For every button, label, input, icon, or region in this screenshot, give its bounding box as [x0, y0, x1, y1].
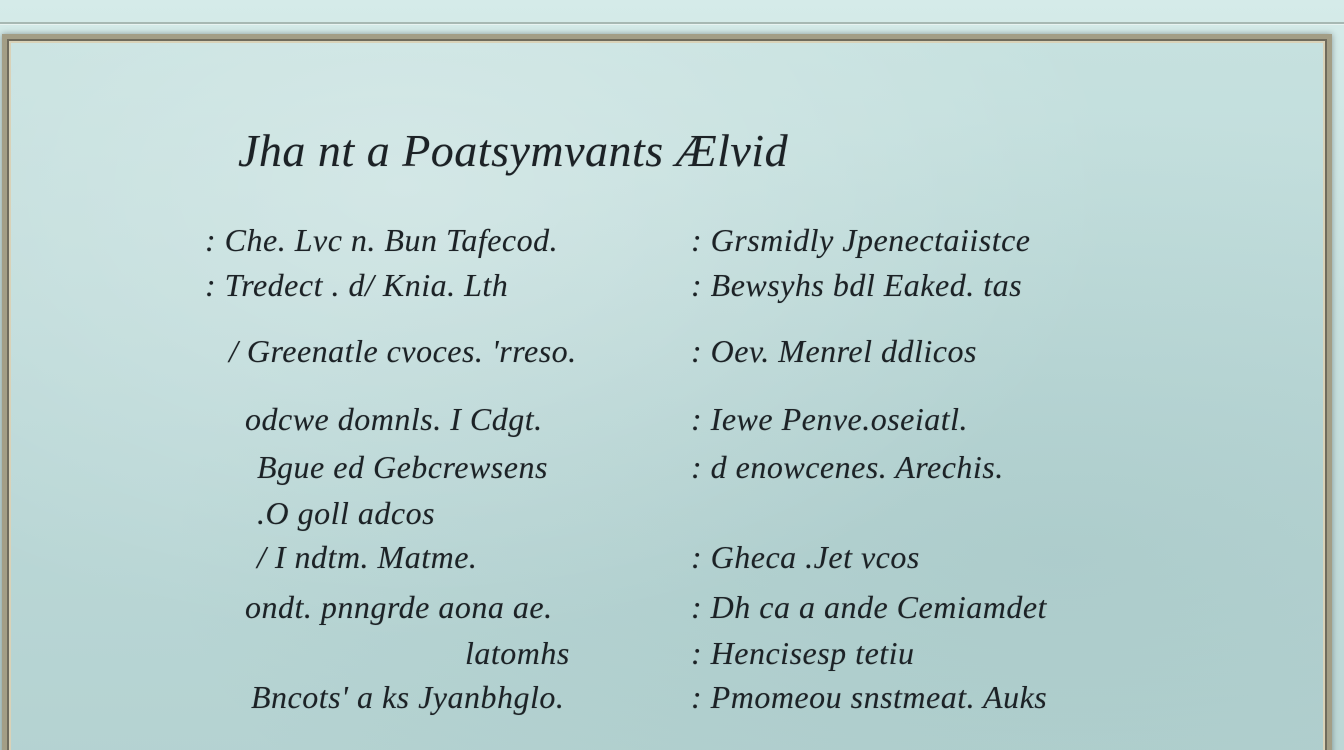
top-rule: [0, 22, 1344, 24]
right-item: : Iewe Penve.oseiatl.: [691, 401, 969, 437]
left-item: ondt. pnngrde aona ae.: [245, 589, 553, 625]
right-item: : d enowcenes. Arechis.: [691, 449, 1004, 485]
right-item: : Hencisesp tetiu: [691, 635, 915, 671]
left-item: / Greenatle cvoces. 'rreso.: [229, 333, 577, 369]
right-item: : Grsmidly Jpenectaiistce: [691, 222, 1031, 258]
right-item: : Pmomeou snstmeat. Auks: [691, 679, 1048, 715]
left-item: .O goll adcos: [257, 495, 436, 531]
left-item: Bncots' a ks Jyanbhglo.: [251, 679, 565, 715]
board-title: Jha nt a Poatsymvants Ælvid: [238, 125, 789, 176]
left-item: / I ndtm. Matme.: [257, 539, 478, 575]
left-item: : Che. Lvc n. Bun Tafecod.: [205, 222, 559, 258]
right-item: : Bewsyhs bdl Eaked. tas: [691, 267, 1023, 303]
board-frame: [2, 34, 1332, 750]
left-item: odcwe domnls. I Cdgt.: [245, 401, 543, 437]
left-item: latomhs: [465, 635, 570, 671]
right-item: : Gheca .Jet vcos: [691, 539, 920, 575]
right-item: : Dh ca a ande Cemiamdet: [691, 589, 1047, 625]
left-item: Bgue ed Gebcrewsens: [257, 449, 548, 485]
left-item: : Tredect . d/ Knia. Lth: [205, 267, 509, 303]
right-item: : Oev. Menrel ddlicos: [691, 333, 977, 369]
